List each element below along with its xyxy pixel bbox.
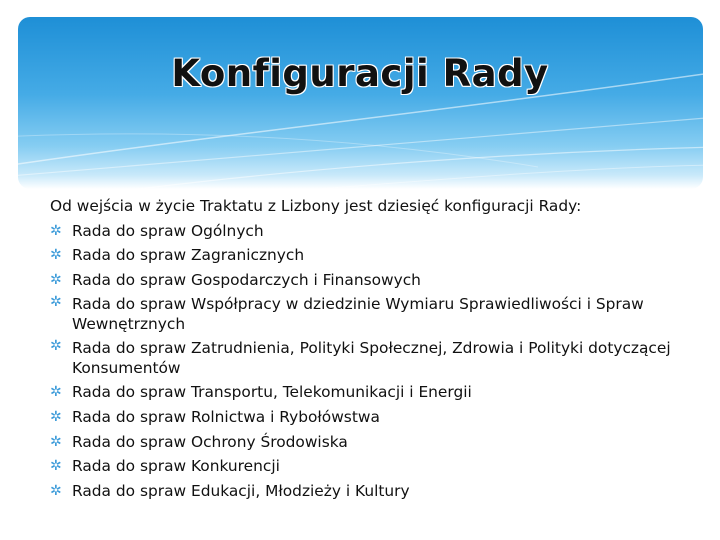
slide-title: Konfiguracji Rady (171, 52, 549, 95)
list-item-label: Rada do spraw Współpracy w dziedzinie Wymiaru Sprawiedliwości i Spraw Wewnętrznych (72, 295, 644, 334)
list-item (50, 430, 690, 455)
asterisk-bullet-icon: ✲ (50, 247, 62, 264)
asterisk-bullet-icon: ✲ (50, 384, 62, 401)
list-item (50, 243, 690, 268)
list-item-label: Rada do spraw Edukacji, Młodzieży i Kultury (72, 481, 410, 500)
asterisk-bullet-icon: ✲ (50, 338, 62, 355)
list-item (50, 479, 690, 504)
header-band (18, 17, 703, 189)
asterisk-bullet-icon: ✲ (50, 294, 62, 311)
asterisk-bullet-icon: ✲ (50, 408, 62, 425)
list-item (50, 292, 690, 336)
council-list (50, 219, 690, 504)
decorative-swoosh-lines (18, 17, 703, 189)
asterisk-bullet-icon: ✲ (50, 458, 62, 475)
asterisk-bullet-icon: ✲ (50, 433, 62, 450)
content-body (50, 194, 690, 503)
list-item-label: Rada do spraw Zatrudnienia, Polityki Społecznej, Zdrowia i Polityki dotyczącej Konsumentów (72, 339, 671, 378)
list-item-label: Rada do spraw Konkurencji (72, 457, 280, 476)
list-item (50, 405, 690, 430)
list-item-label: Rada do spraw Gospodarczych i Finansowych (72, 270, 421, 289)
list-item (50, 219, 690, 244)
asterisk-bullet-icon: ✲ (50, 222, 62, 239)
list-item (50, 336, 690, 380)
list-item-label: Rada do spraw Rolnictwa i Rybołówstwa (72, 407, 380, 426)
intro-text: Od wejścia w życie Traktatu z Lizbony jest dziesięć konfiguracji Rady: (50, 197, 582, 215)
list-item (50, 454, 690, 479)
list-item (50, 268, 690, 293)
asterisk-bullet-icon: ✲ (50, 482, 62, 499)
list-item-label: Rada do spraw Transportu, Telekomunikacji i Energii (72, 383, 472, 402)
asterisk-bullet-icon: ✲ (50, 271, 62, 288)
list-item (50, 380, 690, 405)
list-item-label: Rada do spraw Zagranicznych (72, 246, 305, 265)
list-item-label: Rada do spraw Ochrony Środowiska (72, 432, 348, 451)
list-item-label: Rada do spraw Ogólnych (72, 221, 264, 240)
